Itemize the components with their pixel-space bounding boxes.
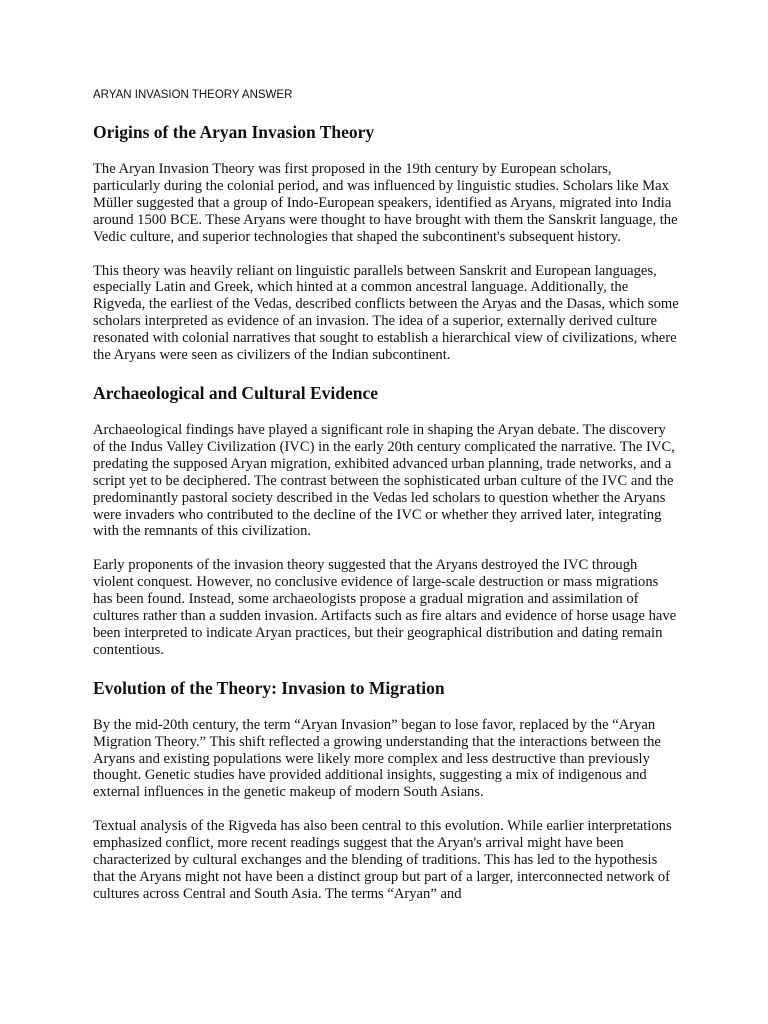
paragraph: The Aryan Invasion Theory was first proposed in the 19th century by European scholars, particularly during the colonial period, and was influenced by linguistic studies. Scholars like Max Müller suggested that a group of Indo-European speakers, identified as Aryans, migrated into India around 1500 BCE. These Aryans were thought to have brought with them the Sanskrit language, the Vedic culture, and superior technologies that shaped the subcontinent's subsequent history. — [93, 161, 678, 245]
section-archaeological-evidence — [93, 381, 679, 659]
section-heading: Evolution of the Theory: Invasion to Migration — [93, 677, 445, 698]
section-origins — [93, 120, 679, 364]
paragraph: By the mid-20th century, the term “Aryan Invasion” began to lose favor, replaced by the “Aryan Migration Theory.” This shift reflected a growing understanding that the interactions between the Aryans and existing populations were likely more complex and less destructive than previously thought. Genetic studies have provided additional insights, suggesting a mix of indigenous and external influences in the genetic makeup of modern South Asians. — [93, 716, 661, 801]
section-evolution — [93, 676, 679, 903]
paragraph: Textual analysis of the Rigveda has also been central to this evolution. While earlier interpretations emphasized conflict, more recent readings suggest that the Aryan's arrival might have been characterized by cultural exchanges and the blending of traditions. This has led to the hypothesis that the Aryans might not have been a distinct group but part of a larger, interconnected network of cultures across Central and South Asia. The terms “Aryan” and — [93, 818, 672, 902]
section-heading: Archaeological and Cultural Evidence — [93, 382, 379, 403]
paragraph: Archaeological findings have played a significant role in shaping the Aryan debate. The discovery of the Indus Valley Civilization (IVC) in the early 20th century complicated the narrative. The IVC, predating the supposed Aryan migration, exhibited advanced urban planning, trade networks, and a script yet to be deciphered. The contrast between the sophisticated urban culture of the IVC and the predominantly pastoral society described in the Vedas led scholars to question whether the Aryans were invaders who contributed to the decline of the IVC or whether they arrived later, integrating with the remnants of this civilization. — [93, 421, 675, 540]
section-heading: Origins of the Aryan Invasion Theory — [93, 122, 375, 142]
paragraph: This theory was heavily reliant on linguistic parallels between Sanskrit and European languages, especially Latin and Greek, which hinted at a common ancestral language. Additionally, the Rigveda, the earliest of the Vedas, described conflicts between the Aryas and the Dasas, which some scholars interpreted as evidence of an invasion. The idea of a superior, externally derived culture resonated with colonial narratives that sought to establish a hierarchical view of civilizations, where the Aryans were seen as civilizers of the Indian subcontinent. — [93, 262, 679, 364]
paragraph: Early proponents of the invasion theory suggested that the Aryans destroyed the IVC through violent conquest. However, no conclusive evidence of large-scale destruction or mass migrations has been found. Instead, some archaeologists propose a gradual migration and assimilation of cultures rather than a sudden invasion. Artifacts such as fire altars and evidence of horse usage have been interpreted to indicate Aryan practices, but their geographical distribution and dating remain contentious. — [93, 557, 677, 658]
document-body — [93, 120, 679, 920]
document-header: ARYAN INVASION THEORY ANSWER — [93, 89, 293, 101]
